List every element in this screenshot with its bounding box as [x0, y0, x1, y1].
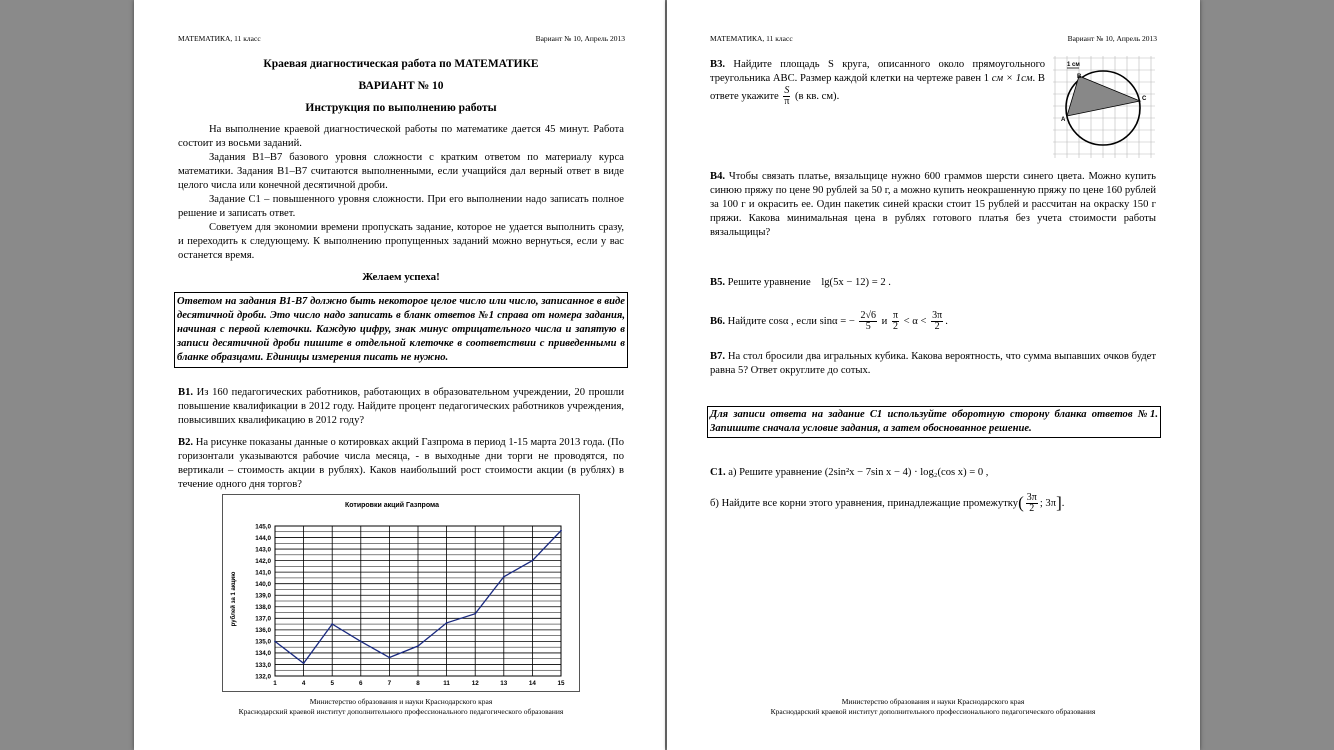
equation: (2sin²x − 7sin x − 4) · log₂(cos x) = 0 ,: [824, 467, 989, 478]
footer-ministry: Министерство образования и науки Краснодарского края: [309, 697, 493, 706]
equation: lg(5x − 12) = 2 .: [821, 277, 891, 288]
task-label: B4.: [710, 171, 726, 182]
variant-title: ВАРИАНТ № 10: [358, 80, 444, 92]
task-label: B6.: [710, 316, 726, 327]
chart-ytick-label: 136,0: [255, 627, 271, 635]
chart-point: [503, 576, 505, 578]
task-b1: [178, 386, 624, 428]
chart-xtick-label: 6: [359, 680, 363, 687]
fraction: $\frac{3\pi}{2}$: [932, 310, 943, 333]
page-left: [134, 0, 665, 750]
chart-ytick-label: 142,0: [255, 557, 271, 565]
instruction-paragraph: На выполнение краевой диагностической работы по математике дается 45 минут. Работа состоит из восьми заданий.: [178, 124, 624, 149]
chart-xtick-label: 14: [528, 680, 536, 687]
chart-point: [303, 662, 305, 664]
vertex-a-label: A: [1061, 117, 1066, 123]
task-text: Найдите площадь S круга, описанного около прямоугольного треугольника ABC. Размер каждой клетки на чертеже равен 1: [710, 59, 1045, 84]
fraction: $\frac{S}{\pi}$: [784, 85, 790, 107]
equation: sinα = −: [819, 316, 855, 327]
vertex-b-label: B: [1077, 74, 1082, 80]
task-label: B2.: [178, 437, 194, 448]
page-right: [667, 0, 1200, 750]
chart-frame: [223, 495, 580, 692]
task-c1b: б) Найдите все корни этого уравнения, принадлежащие промежутку( $\frac{3\pi}{2}$ ; 3π].: [710, 492, 1065, 515]
fraction: $\frac{\pi}{2}$: [892, 310, 899, 333]
doc-title: Краевая диагностическая работа по МАТЕМАТИКЕ: [263, 58, 539, 70]
answer-rules-box: [174, 292, 628, 368]
chart-point: [560, 530, 562, 532]
fraction: $\frac{2√6}{5}$: [860, 310, 876, 333]
stock-chart: [222, 494, 580, 692]
footer: [710, 697, 1156, 717]
task-text: Решите уравнение: [727, 277, 811, 288]
chart-point: [274, 640, 276, 642]
task-text: (в кв. см).: [795, 90, 840, 102]
footer-institute: Краснодарский краевой институт дополнительного профессионального педагогического образования: [770, 707, 1096, 716]
task-text: Найдите cosα , если: [727, 316, 817, 327]
chart-ylabel: рублей за 1 акцию: [231, 571, 237, 627]
inequality: < α <: [903, 316, 927, 327]
interval-end: ; 3π: [1039, 498, 1057, 509]
circle-figure: [1053, 56, 1155, 158]
chart-ytick-label: 138,0: [255, 604, 271, 612]
chart-point: [417, 645, 419, 647]
task-b6: B6. Найдите cosα , если sinα = − $\frac{2√6}{5}$ и $\frac{\pi}{2}$ < α < $\frac{3\pi}{2}$ .: [710, 310, 948, 333]
wish-text: Желаем успеха!: [362, 271, 440, 283]
task-b7: [710, 350, 1156, 378]
instruction-paragraph: Задание C1 – повышенного уровня сложности. При его выполнении надо записать полное решение и записать ответ.: [178, 194, 624, 219]
chart-ytick-label: 132,0: [255, 673, 271, 681]
chart-ytick-label: 143,0: [255, 546, 271, 554]
c1-rules-text: Для записи ответа на задание C1 используйте оборотную сторону бланка ответов №1. Запишите сначала условие задания, а затем обоснованное решение.: [710, 409, 1158, 434]
task-c1a: [710, 466, 1156, 480]
header-variant: Вариант № 10, Апрель 2013: [1067, 34, 1157, 43]
task-text: На рисунке показаны данные о котировках акций Газпрома в период 1-15 марта 2013 года. (По горизонтали указываются рабочие числа месяца, - в выходные дни торги не проводятся, по вертикали – стоимость акции в рублях). Каков наибольший рост стоимости акции (в рублях) в течение одного дня торгов?: [178, 437, 624, 490]
c1-rules-box: [707, 406, 1161, 438]
task-text: На стол бросили два игральных кубика. Какова вероятность, что сумма выпавших очков будет равна 5? Ответ округлите до сотых.: [710, 351, 1156, 376]
task-b4: [710, 170, 1156, 240]
task-text: и: [881, 316, 888, 327]
chart-ytick-label: 135,0: [255, 638, 271, 646]
chart-ytick-label: 144,0: [255, 534, 271, 542]
chart-point: [331, 623, 333, 625]
task-text: б) Найдите все корни этого уравнения, принадлежащие промежутку: [710, 498, 1019, 509]
footer: [178, 697, 624, 717]
chart-point: [389, 657, 391, 659]
chart-ytick-label: 137,0: [255, 615, 271, 623]
chart-ytick-label: 145,0: [255, 523, 271, 531]
chart-point: [446, 622, 448, 624]
task-label: B7.: [710, 351, 726, 362]
task-text: а) Решите уравнение: [728, 467, 823, 478]
chart-xtick-label: 5: [330, 680, 334, 687]
chart-xtick-label: 4: [301, 680, 306, 687]
chart-xtick-label: 11: [443, 680, 450, 687]
task-b2: [178, 436, 624, 492]
header-subject: МАТЕМАТИКА, 11 класс: [178, 34, 261, 43]
task-label: B1.: [178, 387, 194, 398]
instructions: [178, 123, 624, 263]
chart-point: [360, 640, 362, 642]
task-text: Чтобы связать платье, вязальщице нужно 600 граммов шерсти синего цвета. Можно купить синюю пряжу по цене 90 рублей за 50 г, а можно купить неокрашенную пряжу по цене 160 рублей за 100 г и окрасить ее. Один пакетик синей краски стоит 15 рублей и рассчитан на окраску 150 г пряжи. Какова минимальная цена в рублях готового платья без учета стоимости работы вязальщицы?: [710, 171, 1156, 238]
chart-point: [532, 560, 534, 562]
instruction-title: Инструкция по выполнению работы: [305, 102, 497, 114]
footer-ministry: Министерство образования и науки Краснодарского края: [841, 697, 1025, 706]
task-text: Из 160 педагогических работников, работающих в образовательном учреждении, 20 прошли повышение квалификации в 2012 году. Найдите процент педагогических работников учреждения, повысивших квалификацию в 2012 году?: [178, 387, 624, 426]
task-text: . В ответе укажите: [710, 73, 1045, 102]
vertex-c-label: C: [1142, 96, 1147, 102]
chart-xtick-label: 8: [416, 680, 420, 687]
header-subject: МАТЕМАТИКА, 11 класс: [710, 34, 793, 43]
instruction-paragraph: Советуем для экономии времени пропускать задание, которое не удается выполнить сразу, и переходить к следующему. К выполнению пропущенных заданий можно вернуться, если у вас останется время.: [178, 222, 624, 261]
chart-ytick-label: 134,0: [255, 650, 271, 658]
chart-ytick-label: 140,0: [255, 580, 271, 588]
instruction-paragraph: Задания B1–B7 базового уровня сложности с кратким ответом по материалу курса математики. Задания B1–B7 считаются выполненными, если учащийся дал верный ответ в виде целого числа или конечной десятичной дроби.: [178, 152, 624, 191]
scale-label: 1 см: [1067, 62, 1080, 68]
chart-ytick-label: 141,0: [255, 569, 271, 577]
chart-xtick-label: 15: [557, 680, 565, 687]
chart-ytick-label: 139,0: [255, 592, 271, 600]
chart-xtick-label: 12: [471, 680, 479, 687]
chart-xtick-label: 7: [387, 680, 392, 687]
header-variant: Вариант № 10, Апрель 2013: [535, 34, 625, 43]
fraction: $\frac{3\pi}{2}$: [1026, 492, 1037, 515]
task-unit: см × 1см: [991, 73, 1033, 84]
task-label: B5.: [710, 277, 726, 288]
chart-point: [474, 613, 476, 615]
answer-rules-text: Ответом на задания B1-B7 должно быть некоторое целое число или число, записанное в виде десятичной дроби. Это число надо записать в бланк ответов №1 справа от номера задания, начиная с первой клеточки. Каждую цифру, знак минус отрицательного числа и запятую в записи десятичной дроби пишите в отдельной клеточке в соответствии с приведенными в бланке образцами. Единицы измерения писать не нужно.: [177, 296, 625, 363]
footer-institute: Краснодарский краевой институт дополнительного профессионального педагогического образования: [238, 707, 564, 716]
chart-ytick-label: 133,0: [255, 661, 271, 669]
chart-xtick-label: 13: [500, 680, 508, 687]
task-b3: [710, 58, 1045, 107]
task-label: C1.: [710, 467, 726, 478]
task-b5: [710, 276, 1156, 290]
chart-xtick-label: 1: [273, 680, 277, 687]
task-label: B3.: [710, 59, 726, 70]
chart-title: Котировки акций Газпрома: [345, 502, 439, 509]
